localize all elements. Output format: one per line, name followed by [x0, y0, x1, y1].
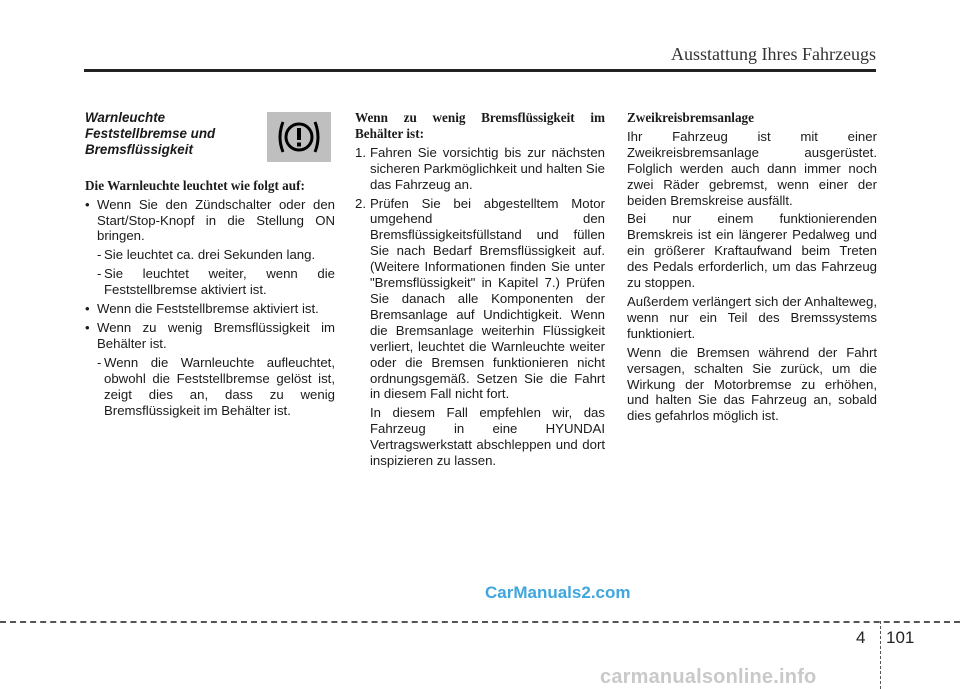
list-item: • Wenn Sie den Zündschalter oder den Start/Stop-Knopf in die Stellung ON bringen. [85, 197, 335, 245]
watermark-link[interactable]: CarManuals2.com [485, 583, 631, 602]
header-rule [84, 69, 876, 72]
dash-marker: - [97, 354, 102, 370]
page-number: 101 [886, 628, 915, 647]
numbered-step [355, 196, 605, 403]
dash-marker: - [97, 266, 102, 282]
paragraph: Außerdem verlängert sich der Anhalteweg, wenn nur ein Teil des Bremssystems funktioniert. [627, 293, 877, 341]
title-line-3: Bremsflüssigkeit [85, 141, 193, 157]
column-heading: Wenn zu wenig Bremsflüssigkeit im Behälter ist: [355, 110, 605, 141]
column-2 [355, 110, 605, 472]
list-subitem-text: Sie leuchtet ca. drei Sekunden lang. [104, 247, 316, 263]
step-text: Prüfen Sie bei abgestelltem Motor umgehend den Bremsflüssigkeitsfüllstand und füllen Sie nach Bedarf Bremsflüssigkeit auf. (Weitere Informationen finden Sie unter "Bremsflüssigkeit" in Kapitel 7.) Prüfen Sie danach alle Komponenten der Bremsanlage auf Undichtigkeit. Wenn die Bremsanlage weiterhin Flüssigkeit verliert, leuchtet die Warnleuchte weiter oder die Bremsen funktionieren nicht ordnungsgemäß. Setzen Sie die Fahrt in diesem Fall nicht fort. [370, 195, 605, 402]
footer-watermark-url[interactable]: carmanualsonline.info [600, 666, 817, 688]
column-heading: Zweikreisbremsanlage [627, 110, 754, 125]
step-text: Fahren Sie vorsichtig bis zur nächsten sicheren Parkmöglichkeit und halten Sie das Fahrzeug an. [370, 144, 605, 192]
list-subitem [85, 355, 335, 419]
numbered-step [355, 145, 605, 193]
footer-rule [0, 621, 960, 623]
warning-light-title [85, 110, 250, 158]
list-subitem-text: Sie leuchtet weiter, wenn die Feststellbremse aktiviert ist. [104, 266, 335, 298]
list-item: • Wenn zu wenig Bremsflüssigkeit im Behälter ist. [85, 320, 335, 352]
footer-divider [880, 621, 881, 689]
step-number: 2. [355, 195, 366, 211]
title-line-1: Warnleuchte [85, 110, 166, 125]
paragraph: Ihr Fahrzeug ist mit einer Zweikreisbremsanlage ausgerüstet. Folglich werden auch dann immer noch zwei Räder gebremst, wenn einer der beiden Bremskreise ausfällt. [627, 128, 877, 208]
subheading: Die Warnleuchte leuchtet wie folgt auf: [85, 177, 305, 193]
dash-marker: - [97, 247, 102, 263]
list-subitem [85, 247, 335, 263]
paragraph: Wenn die Bremsen während der Fahrt versagen, schalten Sie zurück, um die Wirkung der Motorbremse zu erhöhen, und halten Sie das Fahrzeug an, sobald dies gefahrlos möglich ist. [627, 344, 877, 424]
step-number: 1. [355, 144, 366, 160]
title-line-2: Feststellbremse und [85, 125, 216, 141]
list-subitem [85, 266, 335, 298]
paragraph: Bei nur einem funktionierenden Bremskreis ist ein längerer Pedalweg und ein größerer Kraftaufwand beim Treten des Pedals erforderlich, um das Fahrzeug zu stoppen. [627, 211, 877, 291]
list-subitem-text: Wenn die Warnleuchte aufleuchtet, obwohl die Feststellbremse gelöst ist, zeigt dies an, dass zu wenig Bremsflüssigkeit im Behälter ist. [104, 354, 335, 418]
step-continuation: In diesem Fall empfehlen wir, das Fahrzeug in eine HYUNDAI Vertragswerkstatt abschleppen und dort inspizieren zu lassen. [370, 405, 605, 469]
warning-exclamation-icon [267, 112, 331, 162]
column-3 [627, 110, 877, 427]
column-1 [85, 110, 335, 421]
section-header-title: Ausstattung Ihres Fahrzeugs [671, 44, 876, 64]
list-item: • Wenn die Feststellbremse aktiviert ist. [85, 301, 335, 317]
chapter-number: 4 [856, 628, 866, 647]
